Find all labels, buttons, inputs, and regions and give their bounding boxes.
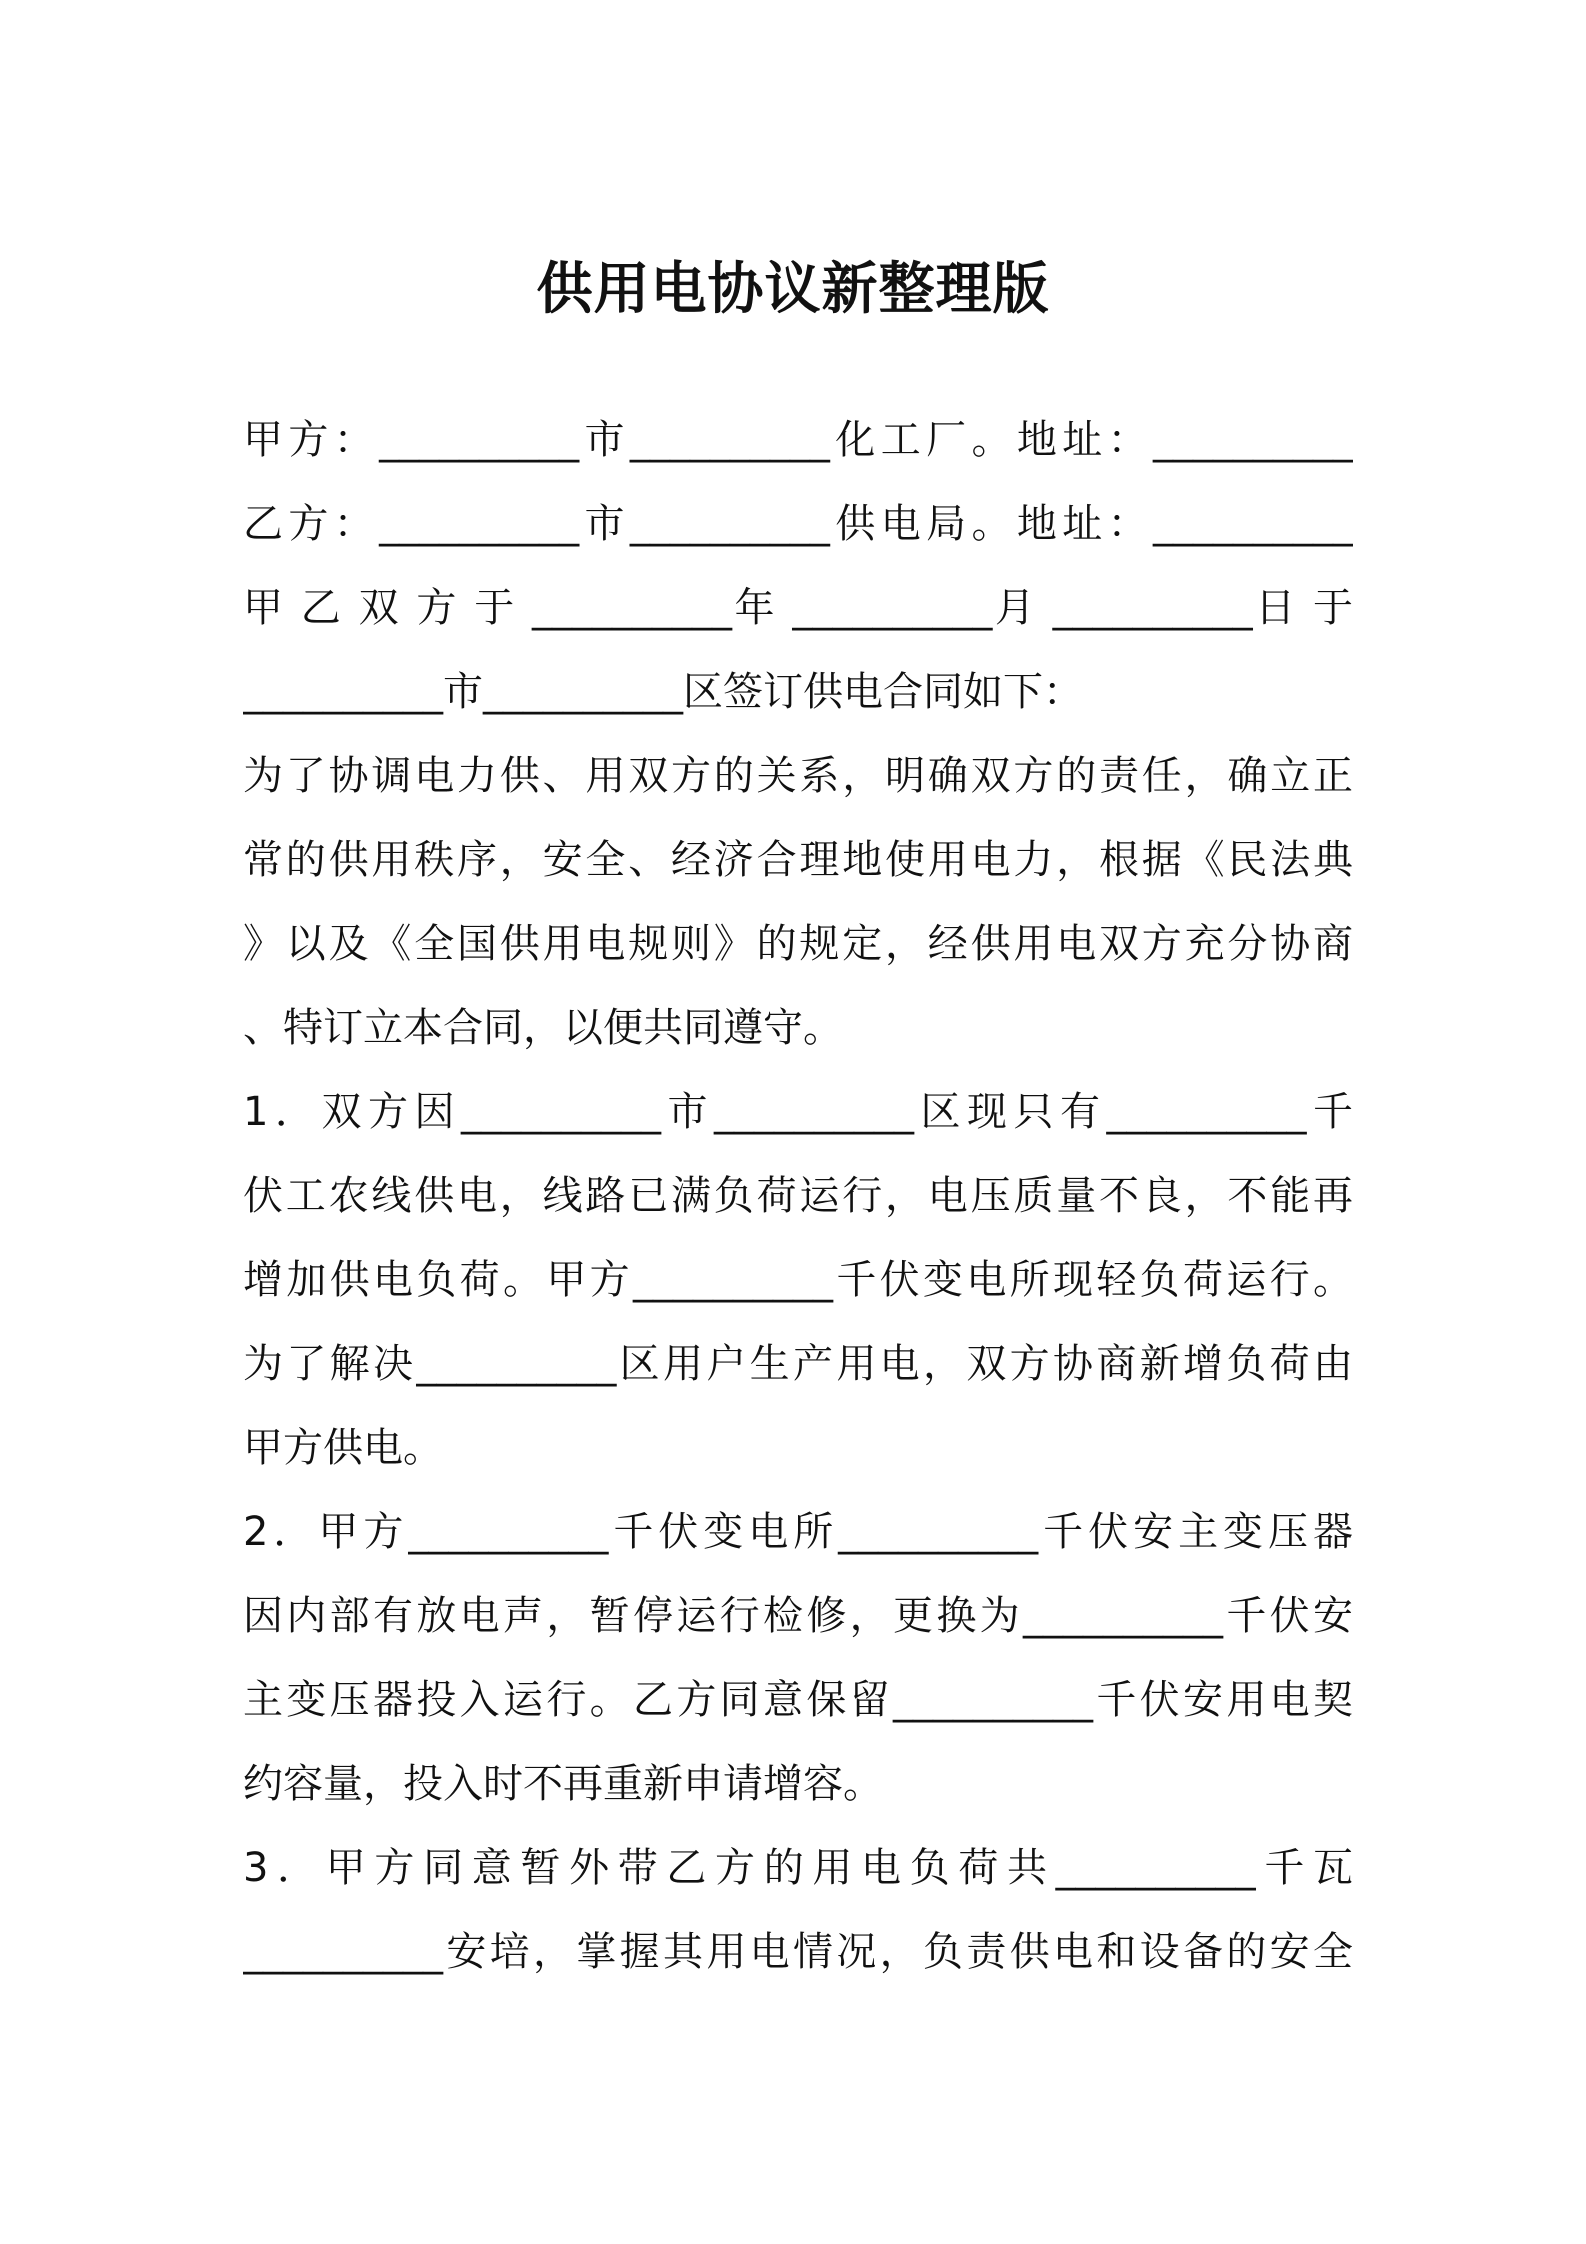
party-b-line: 乙方：__________市__________供电局。地址：__________: [243, 501, 1353, 547]
clause-2-line: 主变压器投入运行。乙方同意保留__________千伏安用电契: [243, 1677, 1353, 1723]
preamble-line: 常的供用秩序，安全、经济合理地使用电力，根据《民法典: [243, 837, 1353, 883]
party-a-line: 甲方：__________市__________化工厂。地址：__________: [243, 417, 1353, 463]
clause-2-line: 2．甲方__________千伏变电所__________千伏安主变压器: [243, 1509, 1353, 1555]
preamble-line: 、特订立本合同，以便共同遵守。: [243, 1005, 843, 1051]
document-title: 供用电协议新整理版: [536, 257, 1050, 322]
clause-1-line: 伏工农线供电，线路已满负荷运行，电压质量不良，不能再: [243, 1173, 1353, 1219]
clause-3-line: 3．甲方同意暂外带乙方的用电负荷共__________千瓦: [243, 1845, 1353, 1891]
clause-1-line: 为了解决__________区用户生产用电，双方协商新增负荷由: [243, 1341, 1353, 1387]
clause-1-line: 增加供电负荷。甲方__________千伏变电所现轻负荷运行。: [243, 1257, 1353, 1303]
clause-2-line: 因内部有放电声，暂停运行检修，更换为__________千伏安: [243, 1593, 1353, 1639]
clause-1-line: 甲方供电。: [243, 1425, 443, 1471]
clause-2-line: 约容量，投入时不再重新申请增容。: [243, 1761, 883, 1807]
signing-date-line: 甲 乙 双 方 于 __________年 __________月 __________日 于: [243, 585, 1353, 631]
preamble-line: 》以及《全国供用电规则》的规定，经供用电双方充分协商: [243, 921, 1353, 967]
preamble-line: 为了协调电力供、用双方的关系，明确双方的责任，确立正: [243, 753, 1353, 799]
clause-1-line: 1．双方因__________市__________区现只有__________千: [243, 1089, 1353, 1135]
signing-place-line: __________市__________区签订供电合同如下：: [243, 669, 1083, 715]
clause-3-line: __________安培，掌握其用电情况，负责供电和设备的安全: [243, 1929, 1353, 1975]
